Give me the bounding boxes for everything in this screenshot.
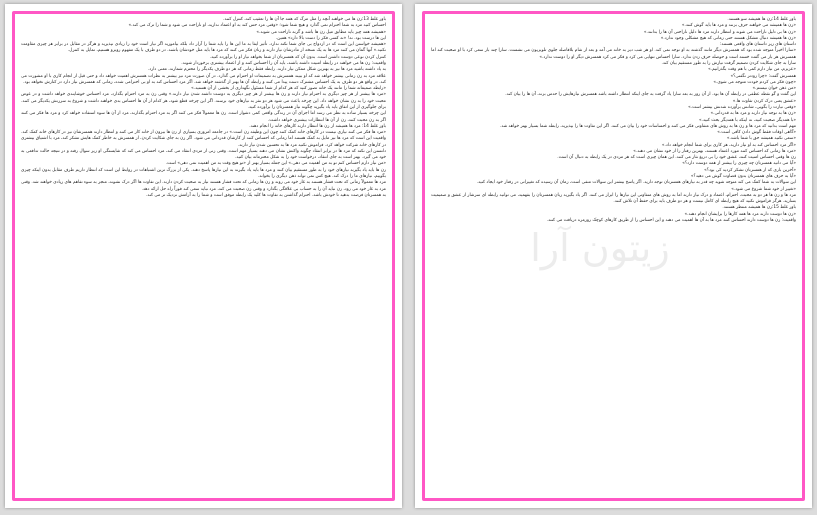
right-page-paragraph: «آیا می دانید همسرتان چه چیزی را بیشتر از همه دوست دارد؟»: [682, 161, 796, 167]
left-page-paragraph: احساس کنید مرد به شما احترام نمی گذارد و هیچ شما شود؛ «وقتی مرد حس کند به او اعتماد ندارید، او ناراحت می شود و شما را ترک می کند.»: [128, 23, 386, 29]
right-page-paragraph: «تغییر از خود شما شروع می شود.»: [731, 186, 796, 192]
right-page-paragraph: «وقتی نیازت را بگویی، شانس برآورده شدنش بیشتر است.»: [688, 104, 796, 110]
right-page-paragraph: «زن ها بی دلیل ناراحت می شوند و انتظار دارند مرد ها دلیل ناراحتی آن ها را بدانند.»: [643, 29, 796, 35]
right-page-paragraph: داستان های زیر داستان های واقعی هستند:: [719, 42, 796, 48]
right-page-paragraph: «زن ها به توجه نیاز دارند و مرد ها به قدردانی.»: [710, 111, 796, 117]
right-page-paragraph: باور غلط 14:زن ها همیشه سو هستند.: [727, 17, 796, 22]
left-page-paragraph: «همیشه خواستن این است که در ازدواج بی جای شما نکته ندارد. تأثیر ایفا به ما این ها را باید شما را آزار داد بلکه بیاموزید اگر نیاز است خود را زیادی نپذیرید و هرگز در مقابل در برابر هر چیزی مقاومت نکنید.» آنها گمان می کنند مرد ها به یک نسخه از مادرشان نیاز دارند و زنان فکر می کنند که مرد ها باید مثل خودشان باشند. در دو طرف با یک مفهوم روبرو هستیم، تمایل به کنترل.: [21, 42, 386, 54]
right-page-paragraph: «اگر مرد احساس کند به او نیاز دارید، هر کاری برای شما انجام خواهد داد.»: [661, 142, 796, 148]
left-page-paragraph: مرد ها معمولاً زمانی که تحت فشار هستند به غار خود می روند و زن ها زمانی که تحت فشار هستند نیاز به صحبت کردن دارند. این تفاوت ها اگر درک نشوند، منجر به سوء تفاهم های زیادی خواهند شد. وقتی مرد به غار خود می رود، زن نباید آن را به حساب بی علاقگی بگذارد و وقتی زن صحبت می کند، مرد نباید سعی کند فوراً راه حل ارائه دهد.: [21, 180, 386, 192]
left-page-paragraph: واقعیت: زن ها می خواهند در رابطه امنیت داشته باشند، باید آن را احساس کنند و از اعتماد بیشتری برخوردار شوند.: [181, 60, 386, 66]
right-page-paragraph: واقعیت: زن ها دوست دارند احساس کنند مرد ها به آن ها اهمیت می دهند و این احساس را از طریق کارهای کوچک روزمره دریافت می کنند.: [546, 218, 796, 223]
left-page-paragraph: «مرد ها بیشتر از هر چیز دیگری به احترام نیاز دارند و زن ها بیشتر از هر چیز دیگری به دوست داشته شدن نیاز دارند.» وقتی زن به مرد احترام بگذارد، مرد احساس خوشایندی خواهد داشت و در عوض محبت خود را به زن نشان خواهد داد. این چرخه باعث می شود هر دو نفر به نیازهای خود برسند. اگر این چرخه قطع شود، هر کدام از آن ها احساس بدی خواهند داشت و شروع به سرزنش یکدیگر می کنند. برای جلوگیری از این اتفاق باید یاد بگیرید چگونه نیاز همسرتان را برآورده کنید.: [21, 92, 386, 110]
left-page-paragraph: به همسرتان فرصت بدهید تا خودش باشد. احترام گذاشتن به تفاوت ها کلید یک رابطه موفق است و شما را به آرامش نزدیک تر می کند.: [146, 192, 386, 198]
left-page-paragraph: «من نیاز دارم احساس کنم تو به من اهمیت می دهی.» این جمله بسیار بهتر از «تو هیچ وقت به من اهمیت نمی دهی» است.: [165, 161, 386, 167]
right-page-paragraph: «عشق یعنی درک کردن تفاوت ها.»: [732, 98, 796, 104]
right-page-paragraph: «عزیزم، من نیاز دارم کمی با هم وقت بگذرانیم.»: [708, 67, 796, 73]
right-page-paragraph: این سوالات به شما کمک می کند متوجه شوید چه قدر به نیازهای همسرتان توجه دارید. اگر پاسخ بیشتر این سوالات منفی است، زمان آن رسیده که تغییراتی در رفتار خود ایجاد کنید.: [476, 180, 796, 186]
left-page-paragraph: به یاد داشته باشید مرد ها نیز به بهترین شکل ممکن نیاز دارند. رابطه فقط زمانی که هر دو طرف یکدیگر را محترم شمارند، معنی دارد.: [147, 67, 386, 73]
left-page-border: [12, 11, 395, 501]
left-page-paragraph: «همیشه همه چیز باید مطابق میل زن ها باشد و گرنه ناراحت می شوند.»: [256, 29, 386, 35]
right-page-paragraph: «آخرین باری که از همسرتان تشکر کردید کی بود؟»: [704, 167, 796, 173]
right-page-paragraph: «مرد ها زمانی که احساس کنند مورد اعتماد هستند، بهترین رفتار را از خود نشان می دهند.»: [633, 148, 796, 154]
left-page: [5, 4, 402, 508]
left-page-paragraph: دانستن این نکته که مرد ها در برابر انتقاد چگونه واکنش نشان می دهند بسیار مهم است. وقتی زنی از مردی انتقاد می کند، مرد احساس می کند که شایستگی او زیر سوال رفته و در نتیجه حالت تدافعی به خود می گیرد. بهتر است به جای انتقاد، درخواست خود را به شکل محترمانه بیان کنید.: [21, 148, 386, 161]
right-page-paragraph: «من ذهن خوان نیستم.»: [752, 86, 796, 92]
right-page-paragraph: «با همدیگر صحبت کنید، نه اینکه با همدیگر بحث کنید.»: [699, 117, 796, 123]
right-page-paragraph: «زن ها همیشه می خواهند حرف بزنند و مرد ها باید گوش کنند.»: [681, 23, 796, 29]
right-page-paragraph: باور غلط 15:زن ها همیشه منتظر هستند.: [722, 205, 796, 211]
right-page-paragraph: «آیا به حرف های همسرتان بدون قضاوت گوش می دهید؟»: [690, 174, 796, 180]
right-page-paragraph: سارا به جای شکایت کردن تصمیم گرفت نیازش را به طور مستقیم بیان کند.: [661, 60, 796, 66]
right-page-paragraph: مرد ها و زن ها هر دو به محبت، احترام، اعتماد و درک نیاز دارند اما به روش های متفاوتی این نیازها را ابراز می کنند. اگر یاد بگیرید زبان همسرتان را بفهمید، می توانید رابطه ای سرشار از عشق و صمیمیت بسازید. هرگز فراموش نکنید که هیچ رابطه ای کامل نیست و هر دو طرف باید برای حفظ آن تلاش کنند.: [431, 192, 796, 205]
left-page-paragraph: کنترل کردن نوعی دوست داشتن است. بدون آن که همسرتان از شما بخواهد نیاز او را برآورده کنید.: [209, 54, 386, 60]
right-page-paragraph: «چون فکر می کردم خودت متوجه می شوی.»: [713, 79, 796, 85]
right-page-paragraph: این گفت و گو نقطه عطفی در رابطه آن ها بود. از آن روز به بعد سارا یاد گرفت به جای اینکه انتظار داشته باشد همسرش نیازهایش را حدس بزند، آن ها را بیان کند.: [505, 92, 796, 98]
right-page-paragraph: «زن ها دوست دارند مرد ها همه کارها را برایشان انجام دهند.»: [684, 211, 796, 217]
right-page: [415, 4, 812, 508]
watermark-text: زیتون آرا: [530, 226, 670, 270]
right-page-border: [422, 11, 805, 501]
left-page-paragraph: «مرد ها فکر می کنند نیازی نیست در کارهای خانه کمک کنند چون این وظیفه زن است.» در جامعه امروزی بسیاری از زن ها بیرون از خانه کار می کنند و انتظار دارند همسرشان نیز در کارهای خانه کمک کند. واقعیت این است که مرد ها نیز مایل به کمک هستند اما زمانی که احساس کنند از کارشان قدردانی می شود. اگر زن به جای شکایت کردن، از همسرش به خاطر کمک هایش تشکر کند، مرد با اشتیاق بیشتری در کارهای خانه شرکت خواهد کرد. فراموش نکنید مرد ها به تحسین شدن نیاز دارند.: [21, 130, 386, 148]
right-page-paragraph: همسرش گفت: «چرا زودتر نگفتی؟»: [730, 73, 796, 79]
left-page-paragraph: این ها درست بود. نه! «نه کسی فکر را دست بالا دارد» همین.: [275, 35, 386, 41]
right-page-paragraph: زن ها وقتی احساس امنیت کنند، عشق خود را بی دریغ نثار می کنند. این همان چیزی است که هر مردی در یک رابطه به دنبال آن است.: [557, 155, 796, 161]
right-page-paragraph: «گاهی اوقات فقط گوش دادن کافی است.»: [717, 130, 796, 136]
left-page-text: [15, 14, 392, 498]
left-page-paragraph: باور غلط 14: مرد ها همیشه از زن ها انتظار دارند کارهای خانه را انجام دهند.: [249, 123, 386, 129]
left-page-paragraph: زن ها باید یاد بگیرند نیازهای خود را به طور مستقیم بیان کنند و مرد ها باید یاد بگیرند به این نیازها پاسخ دهند. یکی از بزرگ ترین اشتباهات در روابط این است که انتظار داریم طرف مقابل بدون اینکه چیزی بگوییم، نیازهای ما را درک کند. هیچ کس نمی تواند ذهن دیگری را بخواند.: [21, 167, 386, 180]
right-page-paragraph: مهم است بدانید که مرد ها و زن ها به روش های متفاوتی فکر می کنند و احساسات خود را بیان می کنند. اگر این تفاوت ها را بپذیرید، رابطه شما بسیار بهتر خواهد شد.: [499, 123, 796, 129]
right-page-paragraph: «زن ها همیشه دنبال مشکل هستند حتی زمانی که هیچ مشکلی وجود ندارد.»: [660, 35, 796, 41]
right-page-paragraph: «سعی نکنید همیشه حق با شما باشد.»: [726, 136, 796, 142]
right-page-text: [425, 14, 802, 498]
left-page-paragraph: این چرخه بسیار ساده به نظر می رسد اما اجرای آن در زندگی واقعی کمی دشوار است. زن ها معمولاً فکر می کنند اگر به مرد احترام بگذارند، مرد از آن ها سوء استفاده خواهد کرد و مرد ها فکر می کنند اگر به زن محبت کنند، زن از آن ها انتظارات بیشتری خواهد داشت.: [21, 111, 386, 123]
right-page-paragraph: «سارا اخیراً متوجه شده بود که همسرش دیگر مانند گذشته به او توجه نمی کند. او هر شب دیر به خانه می آمد و بعد از شام بلافاصله جلوی تلویزیون می نشست. سارا چند بار سعی کرد با او صحبت کند اما همسرش هر بار می گفت خسته است و حوصله حرف زدن ندارد. سارا احساس تنهایی می کرد و فکر می کرد همسرش دیگر او را دوست ندارد.»: [431, 48, 796, 60]
left-page-paragraph: باور غلط 13:زن ها می خواهند آنچه را مثل مرگ که همه جا آن ها را تعقیب کند، کنترل کنند.: [223, 17, 386, 22]
left-page-paragraph: علاقه مرد به زن زمانی بیشتر خواهد شد که او ببیند همسرش به تصمیمات او احترام می گذارد. در آن صورت مرد نیز بیشتر به نظرات همسرش اهمیت خواهد داد و حتی قبل از انجام کاری با او مشورت می کند. در واقع هر دو طرف به یک احساس مشترک دست پیدا می کنند و رابطه آن ها بهتر از گذشته خواهد شد. اگر مرد احساس کند به او بی احترامی شده، زمانی که همسرش نیاز دارد در کنارش نخواهد بود.: [21, 73, 386, 85]
left-page-paragraph: «رابطه صمیمانه شما را مانند یک خانه تصور کنید که هر کدام از شما مسئول نگهداری از بخشی از آن هستید.»: [191, 86, 386, 92]
